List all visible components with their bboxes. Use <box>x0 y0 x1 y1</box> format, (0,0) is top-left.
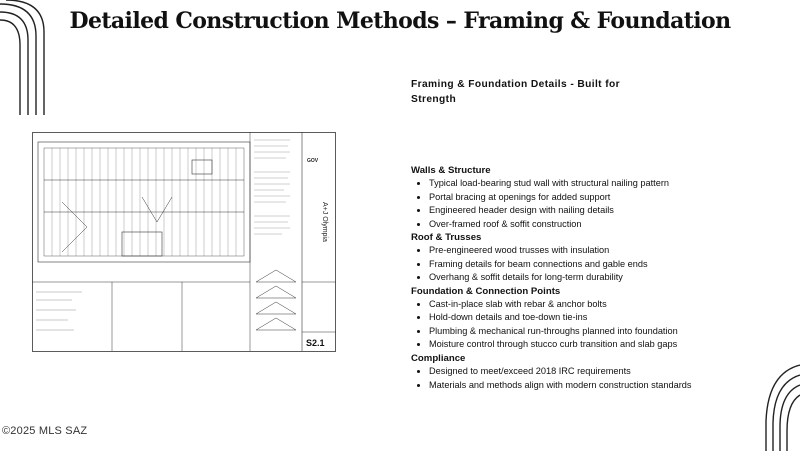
list-item: • Hold-down details and toe-down tie-ins <box>429 311 791 324</box>
list-item: • Over-framed roof & soffit construction <box>429 218 791 231</box>
framing-plan-drawing <box>32 132 336 352</box>
section-roof-trusses <box>411 231 791 285</box>
bullet-list <box>411 177 791 231</box>
section-walls-structure <box>411 164 791 231</box>
list-item: • Materials and methods align with modern construction standards <box>429 379 791 392</box>
bullet-list <box>411 244 791 284</box>
list-item: • Moisture control through stucco curb transition and slab gaps <box>429 338 791 351</box>
mls-watermark: ©2025 MLS SAZ <box>2 425 88 437</box>
section-compliance <box>411 352 791 392</box>
list-item: • Cast-in-place slab with rebar & anchor bolts <box>429 298 791 311</box>
slide-title: Detailed Construction Methods – Framing & Foundation <box>69 8 731 34</box>
list-item: • Portal bracing at openings for added support <box>429 191 791 204</box>
section-foundation <box>411 285 791 352</box>
list-item: • Overhang & soffit details for long-term durability <box>429 271 791 284</box>
section-heading: Roof & Trusses <box>411 232 482 244</box>
sheet-number: S2.1 <box>306 338 325 348</box>
list-item: • Typical load-bearing stud wall with structural nailing pattern <box>429 177 791 190</box>
bullet-list <box>411 365 791 392</box>
list-item: • Plumbing & mechanical run-throughs planned into foundation <box>429 325 791 338</box>
bullet-list <box>411 298 791 352</box>
project-name: A+J Olympia <box>321 202 328 242</box>
list-item: • Pre-engineered wood trusses with insulation <box>429 244 791 257</box>
list-item: • Designed to meet/exceed 2018 IRC requirements <box>429 365 791 378</box>
section-heading: Foundation & Connection Points <box>411 285 561 297</box>
section-heading: Walls & Structure <box>411 165 491 176</box>
section-heading: Compliance <box>411 352 466 364</box>
slide-subtitle: Framing & Foundation Details - Built for Strength <box>411 79 620 105</box>
details-column <box>411 77 791 392</box>
list-item: • Framing details for beam connections and gable ends <box>429 258 791 271</box>
list-item: • Engineered header design with nailing details <box>429 204 791 217</box>
company-mark: GOV <box>307 158 319 164</box>
